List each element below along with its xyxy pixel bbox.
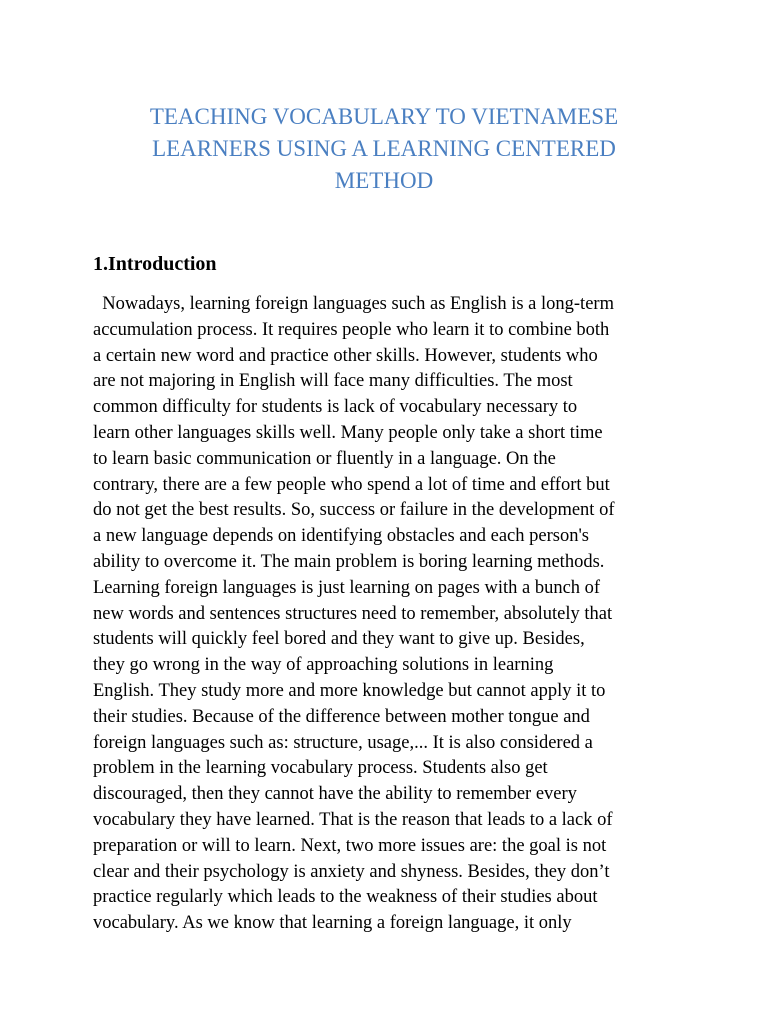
paragraph-line: to learn basic communication or fluently in a language. On the (93, 448, 556, 469)
paragraph-line: Nowadays, learning foreign languages such as English is a long-term (93, 294, 614, 314)
paragraph-line: accumulation process. It requires people who learn it to combine both (93, 319, 610, 340)
paragraph-line: a new language depends on identifying obstacles and each person's (93, 526, 589, 547)
paragraph-line: their studies. Because of the difference between mother tongue and (93, 706, 590, 727)
paragraph-line: a certain new word and practice other skills. However, students who (93, 345, 598, 366)
paragraph-line: vocabulary. As we know that learning a foreign language, it only (93, 913, 572, 934)
paragraph-line: problem in the learning vocabulary process. Students also get (93, 758, 548, 779)
paragraph-line: preparation or will to learn. Next, two more issues are: the goal is not (93, 835, 607, 856)
title-line: METHOD (334, 168, 434, 193)
paragraph-line: are not majoring in English will face many difficulties. The most (93, 371, 573, 392)
paragraph-line: clear and their psychology is anxiety and shyness. Besides, they don’t (93, 861, 610, 882)
paragraph-line: common difficulty for students is lack of vocabulary necessary to (93, 397, 578, 418)
paragraph-line: foreign languages such as: structure, usage,... It is also considered a (93, 732, 593, 753)
document-title (60, 101, 708, 197)
paragraph-line: English. They study more and more knowledge but cannot apply it to (93, 680, 606, 701)
introduction-paragraph (93, 292, 693, 937)
paragraph-line: Learning foreign languages is just learning on pages with a bunch of (93, 577, 601, 598)
title-line: TEACHING VOCABULARY TO VIETNAMESE (149, 104, 619, 129)
paragraph-line: they go wrong in the way of approaching solutions in learning (93, 655, 554, 676)
section-heading: 1.Introduction (93, 253, 217, 275)
paragraph-line: learn other languages skills well. Many people only take a short time (93, 422, 603, 443)
paragraph-line: discouraged, then they cannot have the ability to remember every (93, 784, 577, 805)
paragraph-line: ability to overcome it. The main problem is boring learning methods. (93, 551, 605, 572)
paragraph-line: contrary, there are a few people who spend a lot of time and effort but (93, 474, 610, 495)
paragraph-line: students will quickly feel bored and they want to give up. Besides, (93, 629, 585, 650)
paragraph-line: practice regularly which leads to the weakness of their studies about (93, 887, 598, 908)
paragraph-line: vocabulary they have learned. That is the reason that leads to a lack of (93, 809, 613, 830)
title-line: LEARNERS USING A LEARNING CENTERED (152, 136, 616, 161)
paragraph-line: new words and sentences structures need to remember, absolutely that (93, 603, 613, 624)
paragraph-line: do not get the best results. So, success or failure in the development of (93, 500, 615, 521)
